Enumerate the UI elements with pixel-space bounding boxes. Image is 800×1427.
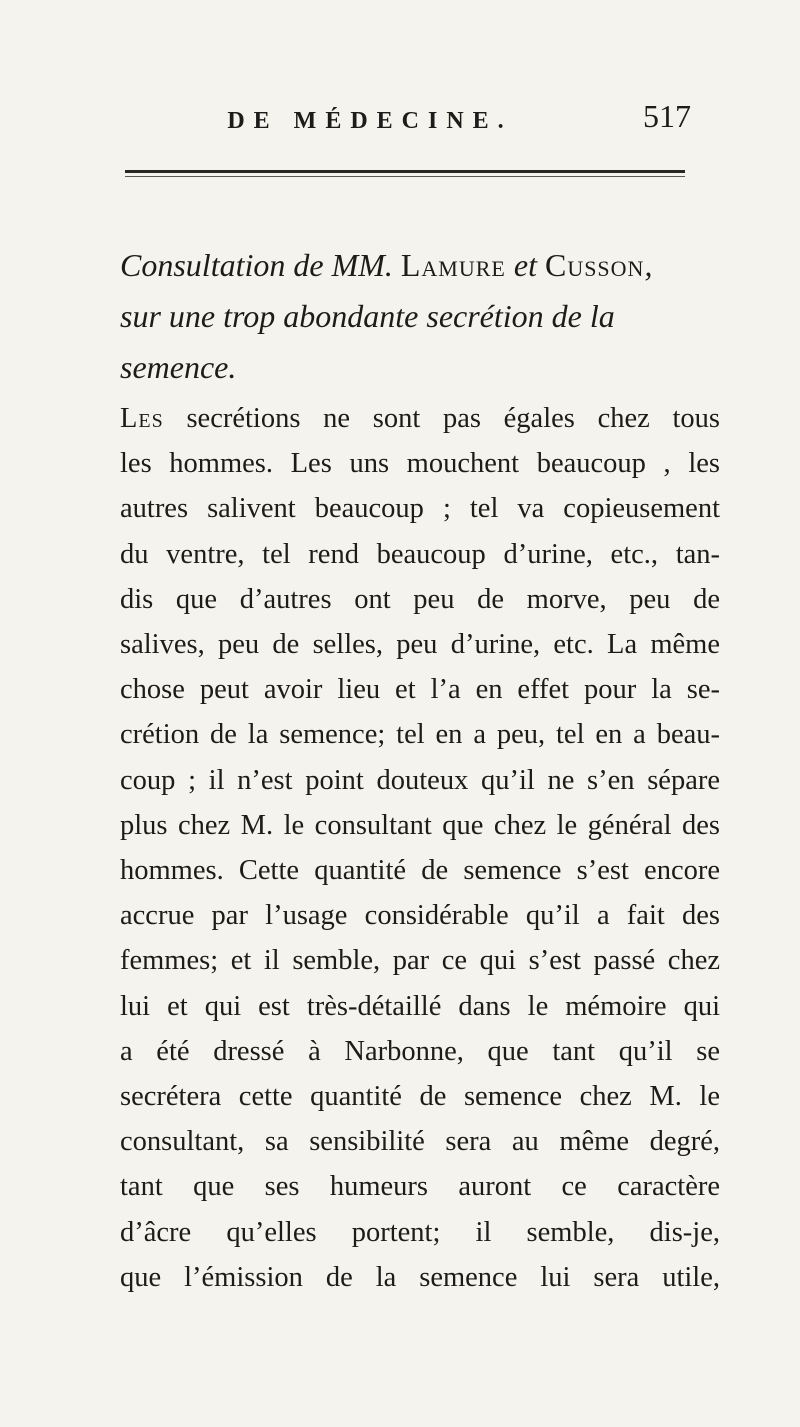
body-line: du ventre, tel rend beaucoup d’urine, etc., tan- xyxy=(120,538,720,570)
body-line: autres salivent beaucoup ; tel va copieusement xyxy=(120,493,720,525)
body-line-text: secrétions ne sont pas égales chez tous xyxy=(163,403,720,434)
body-line: chose peut avoir lieu et l’a en effet pour la se- xyxy=(120,674,720,706)
body-line: salives, peu de selles, peu d’urine, etc. La même xyxy=(120,629,720,661)
title-text-1: Consultation de MM. xyxy=(120,247,401,283)
page-number: 517 xyxy=(643,98,691,134)
body-line: secrétera cette quantité de semence chez M. le xyxy=(120,1081,720,1113)
body-line: a été dressé à Narbonne, que tant qu’il se xyxy=(120,1035,720,1067)
title-line-3: semence. xyxy=(120,349,237,385)
body-line: consultant, sa sensibilité sera au même degré, xyxy=(120,1126,720,1158)
body-paragraph xyxy=(120,396,720,1300)
author-name-cusson: Cusson xyxy=(544,247,645,283)
body-line: femmes; et il semble, par ce qui s’est passé chez xyxy=(120,945,720,977)
body-line: lui et qui est très-détaillé dans le mémoire qui xyxy=(120,990,720,1022)
body-line: crétion de la semence; tel en a peu, tel en a beau- xyxy=(120,719,720,751)
title-line-1 xyxy=(120,240,720,291)
body-line: d’âcre qu’elles portent; il semble, dis-je, xyxy=(120,1216,720,1248)
header-rule-thin xyxy=(125,176,685,177)
title-text-3: , xyxy=(644,247,653,283)
author-name-lamure: Lamure xyxy=(400,247,506,283)
running-head: DE MÉDECINE. xyxy=(227,108,513,134)
header-rule xyxy=(125,170,685,173)
body-line: dis que d’autres ont peu de morve, peu de xyxy=(120,583,720,615)
body-line: les hommes. Les uns mouchent beaucoup , les xyxy=(120,448,720,480)
body-line: hommes. Cette quantité de semence s’est encore xyxy=(120,855,720,887)
title-text-2: et xyxy=(505,247,545,283)
body-line: accrue par l’usage considérable qu’il a fait des xyxy=(120,900,720,932)
title-line-2: sur une trop abondante secrétion de la xyxy=(120,298,615,334)
body-line: tant que ses humeurs auront ce caractère xyxy=(120,1171,720,1203)
section-title xyxy=(120,240,720,393)
body-line xyxy=(120,396,720,441)
body-first-word: Les xyxy=(120,403,164,434)
body-line: plus chez M. le consultant que chez le général des xyxy=(120,809,720,841)
body-line: coup ; il n’est point douteux qu’il ne s’en sépare xyxy=(120,764,720,796)
body-line: que l’émission de la semence lui sera utile, xyxy=(120,1261,720,1293)
